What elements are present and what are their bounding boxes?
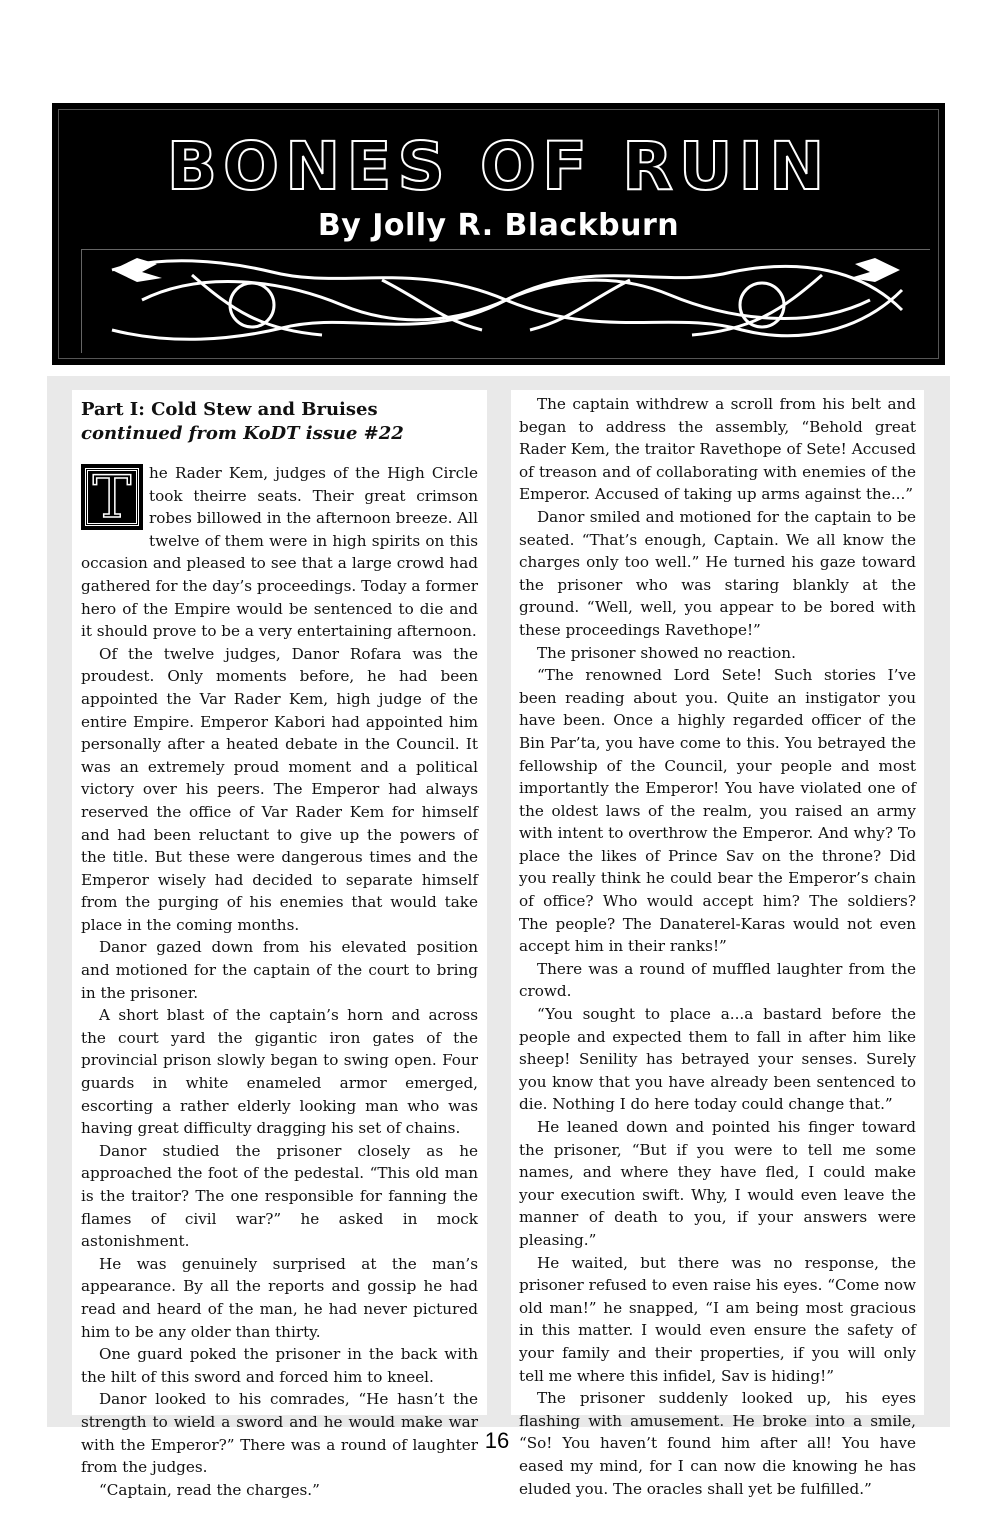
paragraph: Of the twelve judges, Danor Rofara was the proudest. Only moments before, he had been appointed the Var Rader Kem, high judge of the entire Empire. Emperor Kabori had appointed him personally after a heated debate in the Council. It was an extremely proud moment and a political victory over his peers. The Emperor had always reserved the office of Var Rader Kem for himself and had been reluctant to give up the powers of the title. But these were dangerous times and the Emperor wisely had decided to separate himself from the purging of his enemies that would take place in the coming months.	[81, 644, 478, 934]
paragraph: The captain withdrew a scroll from his belt and began to address the assembly, “Behold great Rader Kem, the traitor Ravethope of Sete! Accused of treason and of collaborating with enemies of the Emperor. Accused of taking up arms against the...”	[519, 395, 916, 504]
story-title: BONES OF RUIN	[166, 128, 831, 205]
section-title: Part I: Cold Stew and Bruises	[81, 399, 378, 420]
paragraph: T he Rader Kem, judges of the High Circle took theirre seats. Their great crimson robes billowed in the afternoon breeze. All twelve of them were in high spirits on this occasion and pleased to see that a large crowd had gathered for the day’s proceedings. Today a former hero of the Empire would be sentenced to die and it should prove to be a very entertaining afternoon.	[81, 463, 478, 641]
section-subtitle: continued from KoDT issue #22	[81, 423, 404, 444]
paragraph: “Captain, read the charges.”	[99, 1480, 320, 1499]
author-byline: By Jolly R. Blackburn	[317, 208, 680, 243]
celtic-knot-ornament	[81, 249, 930, 353]
right-column	[511, 390, 924, 1498]
paragraph: “You sought to place a...a bastard before the people and expected them to fall in after him like sheep! Senility has betrayed your senses. Surely you know that you have already been sentenced to die. Nothing I do here today could change that.”	[519, 1005, 916, 1114]
paragraph: Danor smiled and motioned for the captain to be seated. “That’s enough, Captain. We all know the charges only too well.” He turned his gaze toward the prisoner who was staring blankly at the ground. “Well, well, you appear to be bored with these proceedings Ravethope!”	[519, 507, 916, 639]
paragraph: He leaned down and pointed his finger toward the prisoner, “But if you were to tell me some names, and where they have fled, I could make your execution swift. Why, I would even leave the manner of death to you, if your answers were pleasing.”	[519, 1118, 916, 1249]
title-banner	[53, 104, 944, 364]
dragon-knot-icon	[82, 250, 930, 353]
paragraph: He waited, but there was no response, the prisoner refused to even raise his eyes. “Come now old man!” he snapped, “I am being most gracious in this matter. I would even ensure the safety of your family and their properties, if you will only tell me where this infidel, Sav is hiding!”	[519, 1253, 916, 1385]
paragraph: “The renowned Lord Sete! Such stories I’ve been reading about you. Quite an instigator you have been. Once a highly regarded officer of the Bin Par’ta, you have come to this. You betrayed the fellowship of the Council, your people and most importantly the Emperor! You have violated one of the oldest laws of the realm, you raised an army with intent to overthrow the Emperor. And why? To place the likes of Prince Sav on the throne? Did you really think he could bear the Emperor’s chain of office? Who would accept him? The soldiers? The people? The Danaterel-Karas would not even accept him in their ranks!”	[519, 666, 916, 956]
paragraph: He was genuinely surprised at the man’s appearance. By all the reports and gossip he had read and heard of the man, he had never pictured him to be any older than thirty.	[81, 1254, 478, 1341]
paragraph: A short blast of the captain’s horn and across the court yard the gigantic iron gates of the provincial prison slowly began to swing open. Four guards in white enameled armor emerged, escorting a rather elderly looking man who was having great difficulty dragging his set of chains.	[81, 1006, 478, 1138]
paragraph: One guard poked the prisoner in the back with the hilt of this sword and forced him to kneel.	[81, 1345, 478, 1386]
paragraph: The prisoner showed no reaction.	[537, 643, 796, 662]
paragraph: There was a round of muffled laughter from the crowd.	[519, 959, 916, 1001]
paragraph: Danor looked to his comrades, “He hasn’t the strength to wield a sword and he would make war with the Emperor?” There was a round of laughter from the judges.	[81, 1390, 478, 1477]
left-column	[72, 390, 487, 1499]
paragraph: Danor gazed down from his elevated position and motioned for the captain of the court to bring in the prisoner.	[81, 938, 478, 1002]
drop-cap-ornament: T	[81, 464, 143, 530]
page-number: 16	[484, 1428, 510, 1453]
paragraph: Danor studied the prisoner closely as he approached the foot of the pedestal. “This old man is the traitor? The one responsible for fanning the flames of civil war?” he asked in mock astonishment.	[81, 1141, 478, 1251]
paragraph: The prisoner suddenly looked up, his eyes flashing with amusement. He broke into a smile, “So! You haven’t found him after all! You have eased my mind, for I can now die knowing he has eluded you. The oracles shall yet be fulfilled.”	[519, 1389, 916, 1498]
